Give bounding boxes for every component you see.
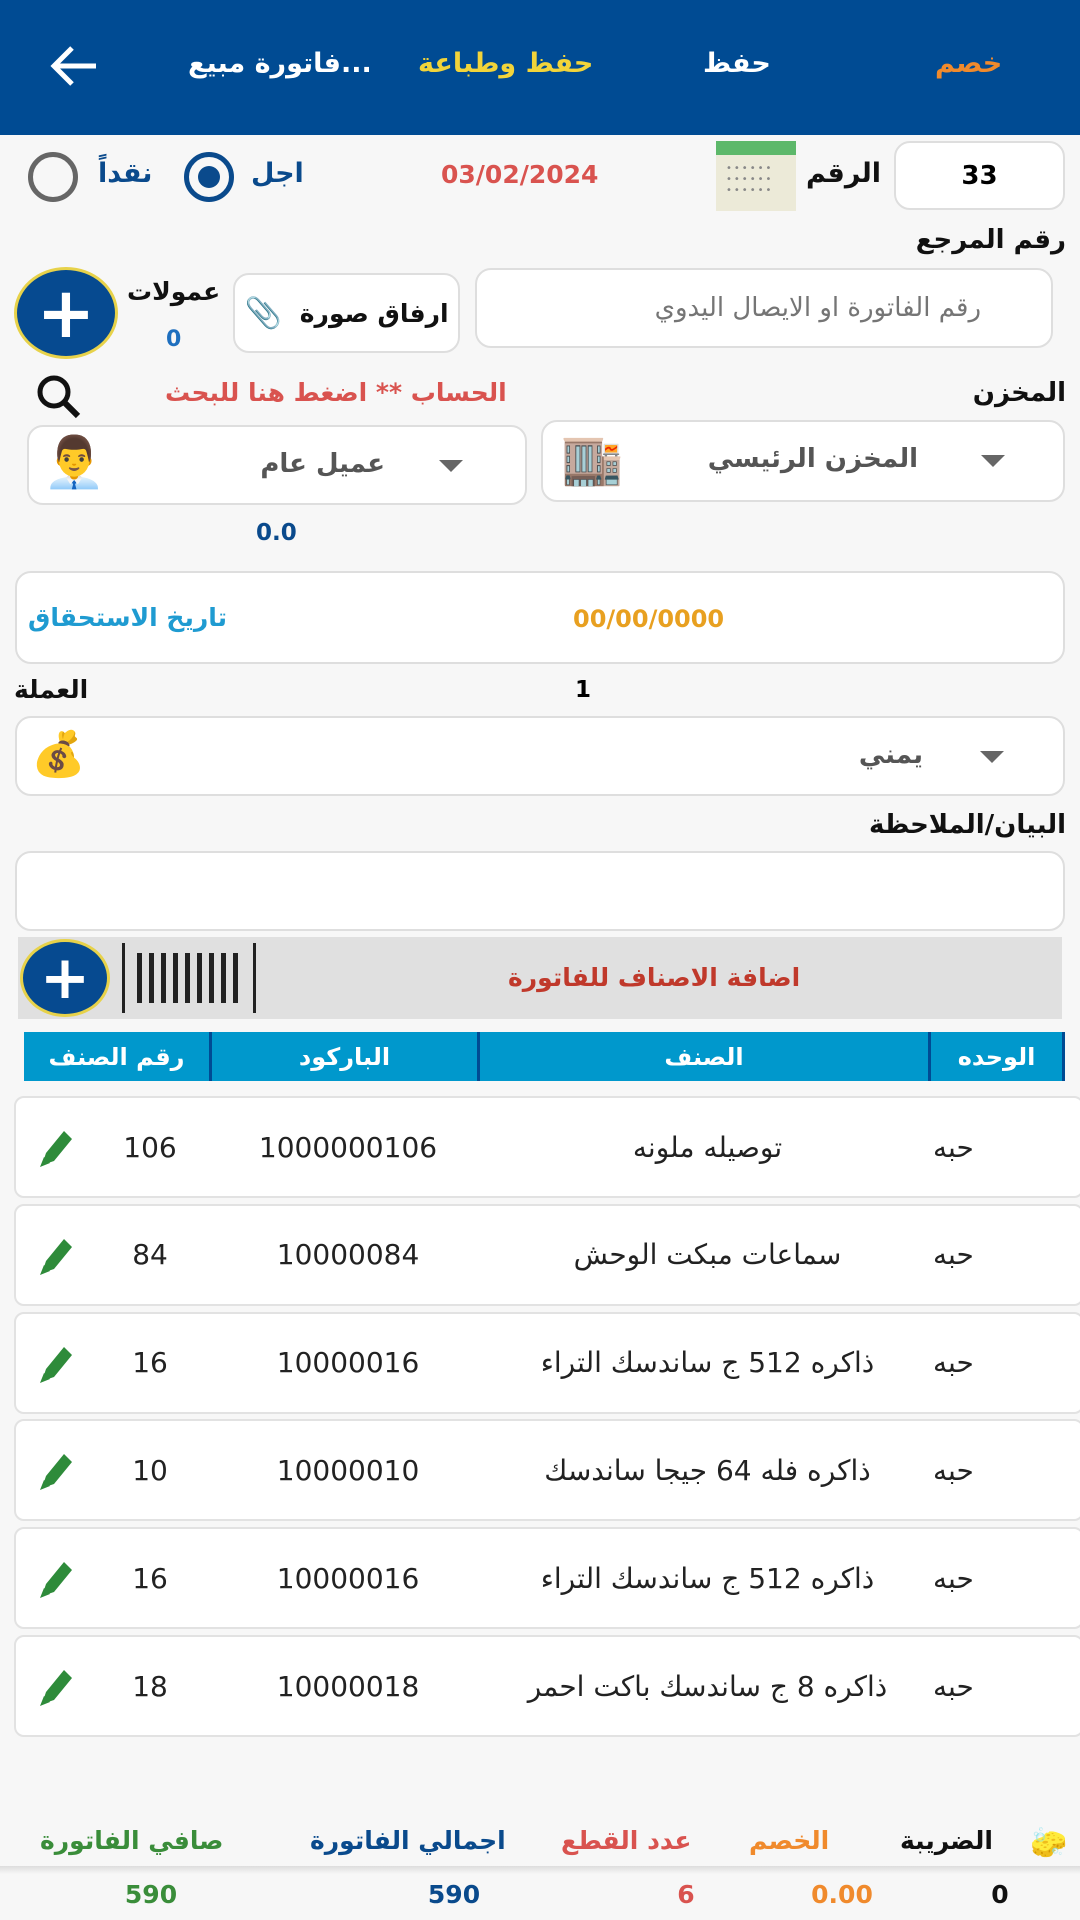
item-name-cell: ذاكره 8 ج ساندسك باكت احمر bbox=[527, 1669, 888, 1703]
back-button[interactable] bbox=[48, 44, 100, 88]
number-label: الرقم bbox=[806, 158, 882, 189]
paperclip-icon: 📎 bbox=[244, 295, 282, 331]
item-name-cell: ذاكره 512 ج ساندسك التراء bbox=[540, 1561, 875, 1595]
barcode-cell: 1000000106 bbox=[258, 1130, 438, 1164]
note-label: البيان/الملاحظة bbox=[868, 810, 1066, 840]
total-label: اجمالي الفاتورة bbox=[310, 1826, 506, 1855]
due-date-label: تاريخ الاستحقاق bbox=[28, 603, 227, 632]
unit-cell: حبه bbox=[933, 1669, 974, 1703]
chevron-down-icon bbox=[980, 751, 1004, 763]
net-label: صافي الفاتورة bbox=[40, 1826, 224, 1855]
barcode-cell: 10000018 bbox=[276, 1669, 420, 1703]
pencil-icon bbox=[36, 1448, 76, 1492]
cash-label: نقداً bbox=[98, 158, 153, 189]
search-icon[interactable] bbox=[34, 372, 84, 426]
due-date-value: 00/00/0000 bbox=[573, 605, 725, 633]
currency-label: العملة bbox=[14, 675, 89, 704]
chevron-down-icon bbox=[439, 460, 463, 472]
app-bar bbox=[0, 0, 1080, 135]
customer-balance: 0.0 bbox=[256, 520, 297, 546]
warehouse-value: المخزن الرئيسي bbox=[707, 444, 918, 474]
item-no-cell: 18 bbox=[132, 1669, 168, 1703]
add-items-bar bbox=[18, 937, 1062, 1019]
barcode-cell: 10000016 bbox=[276, 1346, 420, 1380]
warehouse-icon: 🏬 bbox=[561, 430, 624, 488]
edit-button[interactable] bbox=[26, 1314, 86, 1412]
item-no-cell: 10 bbox=[132, 1453, 168, 1487]
edit-button[interactable] bbox=[26, 1637, 86, 1735]
cash-radio[interactable] bbox=[28, 152, 78, 202]
tax-label: الضريبة bbox=[900, 1826, 993, 1855]
invoice-number-field[interactable]: 33 bbox=[894, 141, 1065, 210]
edit-button[interactable] bbox=[26, 1206, 86, 1304]
coins-icon: 💰 bbox=[31, 729, 86, 780]
net-value: 590 bbox=[124, 1880, 178, 1909]
invoice-date[interactable]: 03/02/2024 bbox=[441, 160, 599, 189]
table-row[interactable] bbox=[14, 1312, 1080, 1414]
customer-dropdown[interactable] bbox=[27, 425, 527, 505]
column-header-barcode[interactable]: الباركود bbox=[212, 1032, 480, 1081]
barcode-cell: 10000010 bbox=[276, 1453, 420, 1487]
item-name-cell: ذاكره فله 64 جيجا ساندسك bbox=[544, 1453, 871, 1487]
reference-input[interactable] bbox=[475, 268, 1053, 348]
chevron-down-icon bbox=[981, 455, 1005, 467]
footer-divider bbox=[0, 1866, 1080, 1874]
discount-value: 0.00 bbox=[811, 1880, 873, 1909]
unit-cell: حبه bbox=[933, 1130, 974, 1164]
item-no-cell: 16 bbox=[132, 1561, 168, 1595]
page-title: فاتورة مبيع... bbox=[188, 48, 372, 79]
reference-label: رقم المرجع bbox=[915, 225, 1066, 255]
credit-label: اجل bbox=[251, 158, 304, 189]
customer-icon: 👨‍💼 bbox=[43, 433, 106, 491]
pencil-icon bbox=[36, 1125, 76, 1169]
customer-value: عميل عام bbox=[260, 449, 385, 479]
item-name-cell: توصيله ملونه bbox=[632, 1130, 783, 1164]
total-value: 590 bbox=[427, 1880, 481, 1909]
account-search-hint[interactable]: الحساب ** اضغط هنا للبحث bbox=[165, 378, 507, 407]
table-row[interactable] bbox=[14, 1527, 1080, 1629]
add-item-button[interactable] bbox=[20, 939, 110, 1017]
pencil-icon bbox=[36, 1233, 76, 1277]
discount-label: الخصم bbox=[749, 1826, 830, 1855]
table-row[interactable] bbox=[14, 1204, 1080, 1306]
pencil-icon bbox=[36, 1556, 76, 1600]
barcode-cell: 10000016 bbox=[276, 1561, 420, 1595]
credit-radio[interactable] bbox=[184, 152, 234, 202]
save-print-button[interactable]: حفظ وطباعة bbox=[418, 48, 594, 79]
table-row[interactable] bbox=[14, 1635, 1080, 1737]
attach-image-label: ارفاق صورة bbox=[299, 298, 449, 328]
column-header-item[interactable]: الصنف bbox=[480, 1032, 931, 1081]
unit-cell: حبه bbox=[933, 1453, 974, 1487]
save-button[interactable]: حفظ bbox=[703, 48, 771, 79]
due-date-field[interactable] bbox=[15, 571, 1065, 664]
pencil-icon bbox=[36, 1341, 76, 1385]
unit-cell: حبه bbox=[933, 1561, 974, 1595]
commissions-value: 0 bbox=[166, 327, 182, 352]
arrow-left-icon bbox=[48, 44, 100, 88]
item-no-cell: 106 bbox=[123, 1130, 177, 1164]
unit-cell: حبه bbox=[933, 1346, 974, 1380]
tax-value: 0 bbox=[991, 1880, 1009, 1909]
attach-image-button[interactable] bbox=[233, 273, 460, 353]
unit-cell: حبه bbox=[933, 1238, 974, 1272]
pencil-icon bbox=[36, 1664, 76, 1708]
barcode-scan-icon[interactable] bbox=[122, 943, 256, 1013]
table-row[interactable] bbox=[14, 1419, 1080, 1521]
commissions-label: عمولات bbox=[127, 277, 221, 306]
item-no-cell: 16 bbox=[132, 1346, 168, 1380]
add-commission-button[interactable] bbox=[14, 267, 118, 359]
table-row[interactable] bbox=[14, 1096, 1080, 1198]
column-header-item-no[interactable]: رقم الصنف bbox=[24, 1032, 212, 1081]
pieces-label: عدد القطع bbox=[561, 1826, 692, 1855]
warehouse-label: المخزن bbox=[972, 378, 1066, 408]
currency-dropdown[interactable] bbox=[15, 716, 1065, 796]
add-items-label: اضافة الاصناف للفاتورة bbox=[508, 963, 801, 992]
edit-button[interactable] bbox=[26, 1421, 86, 1519]
pieces-value: 6 bbox=[677, 1880, 695, 1909]
note-input[interactable] bbox=[15, 851, 1065, 931]
column-header-unit[interactable]: الوحده bbox=[931, 1032, 1065, 1081]
plus-icon: + bbox=[39, 943, 91, 1013]
item-name-cell: سماعات مبكت الوحش bbox=[573, 1238, 842, 1272]
item-no-cell: 84 bbox=[132, 1238, 168, 1272]
discount-button[interactable]: خصم bbox=[935, 48, 1003, 79]
edit-button[interactable] bbox=[26, 1529, 86, 1627]
plus-icon: + bbox=[36, 272, 96, 354]
eraser-icon[interactable]: 🧽 bbox=[1030, 1826, 1068, 1861]
exchange-rate: 1 bbox=[575, 677, 592, 703]
item-name-cell: ذاكره 512 ج ساندسك التراء bbox=[540, 1346, 875, 1380]
warehouse-dropdown[interactable] bbox=[541, 420, 1065, 502]
calendar-icon[interactable]: •••••• •••••• •••••• bbox=[716, 141, 796, 211]
currency-value: يمني bbox=[858, 740, 923, 770]
barcode-cell: 10000084 bbox=[276, 1238, 420, 1272]
edit-button[interactable] bbox=[26, 1098, 86, 1196]
